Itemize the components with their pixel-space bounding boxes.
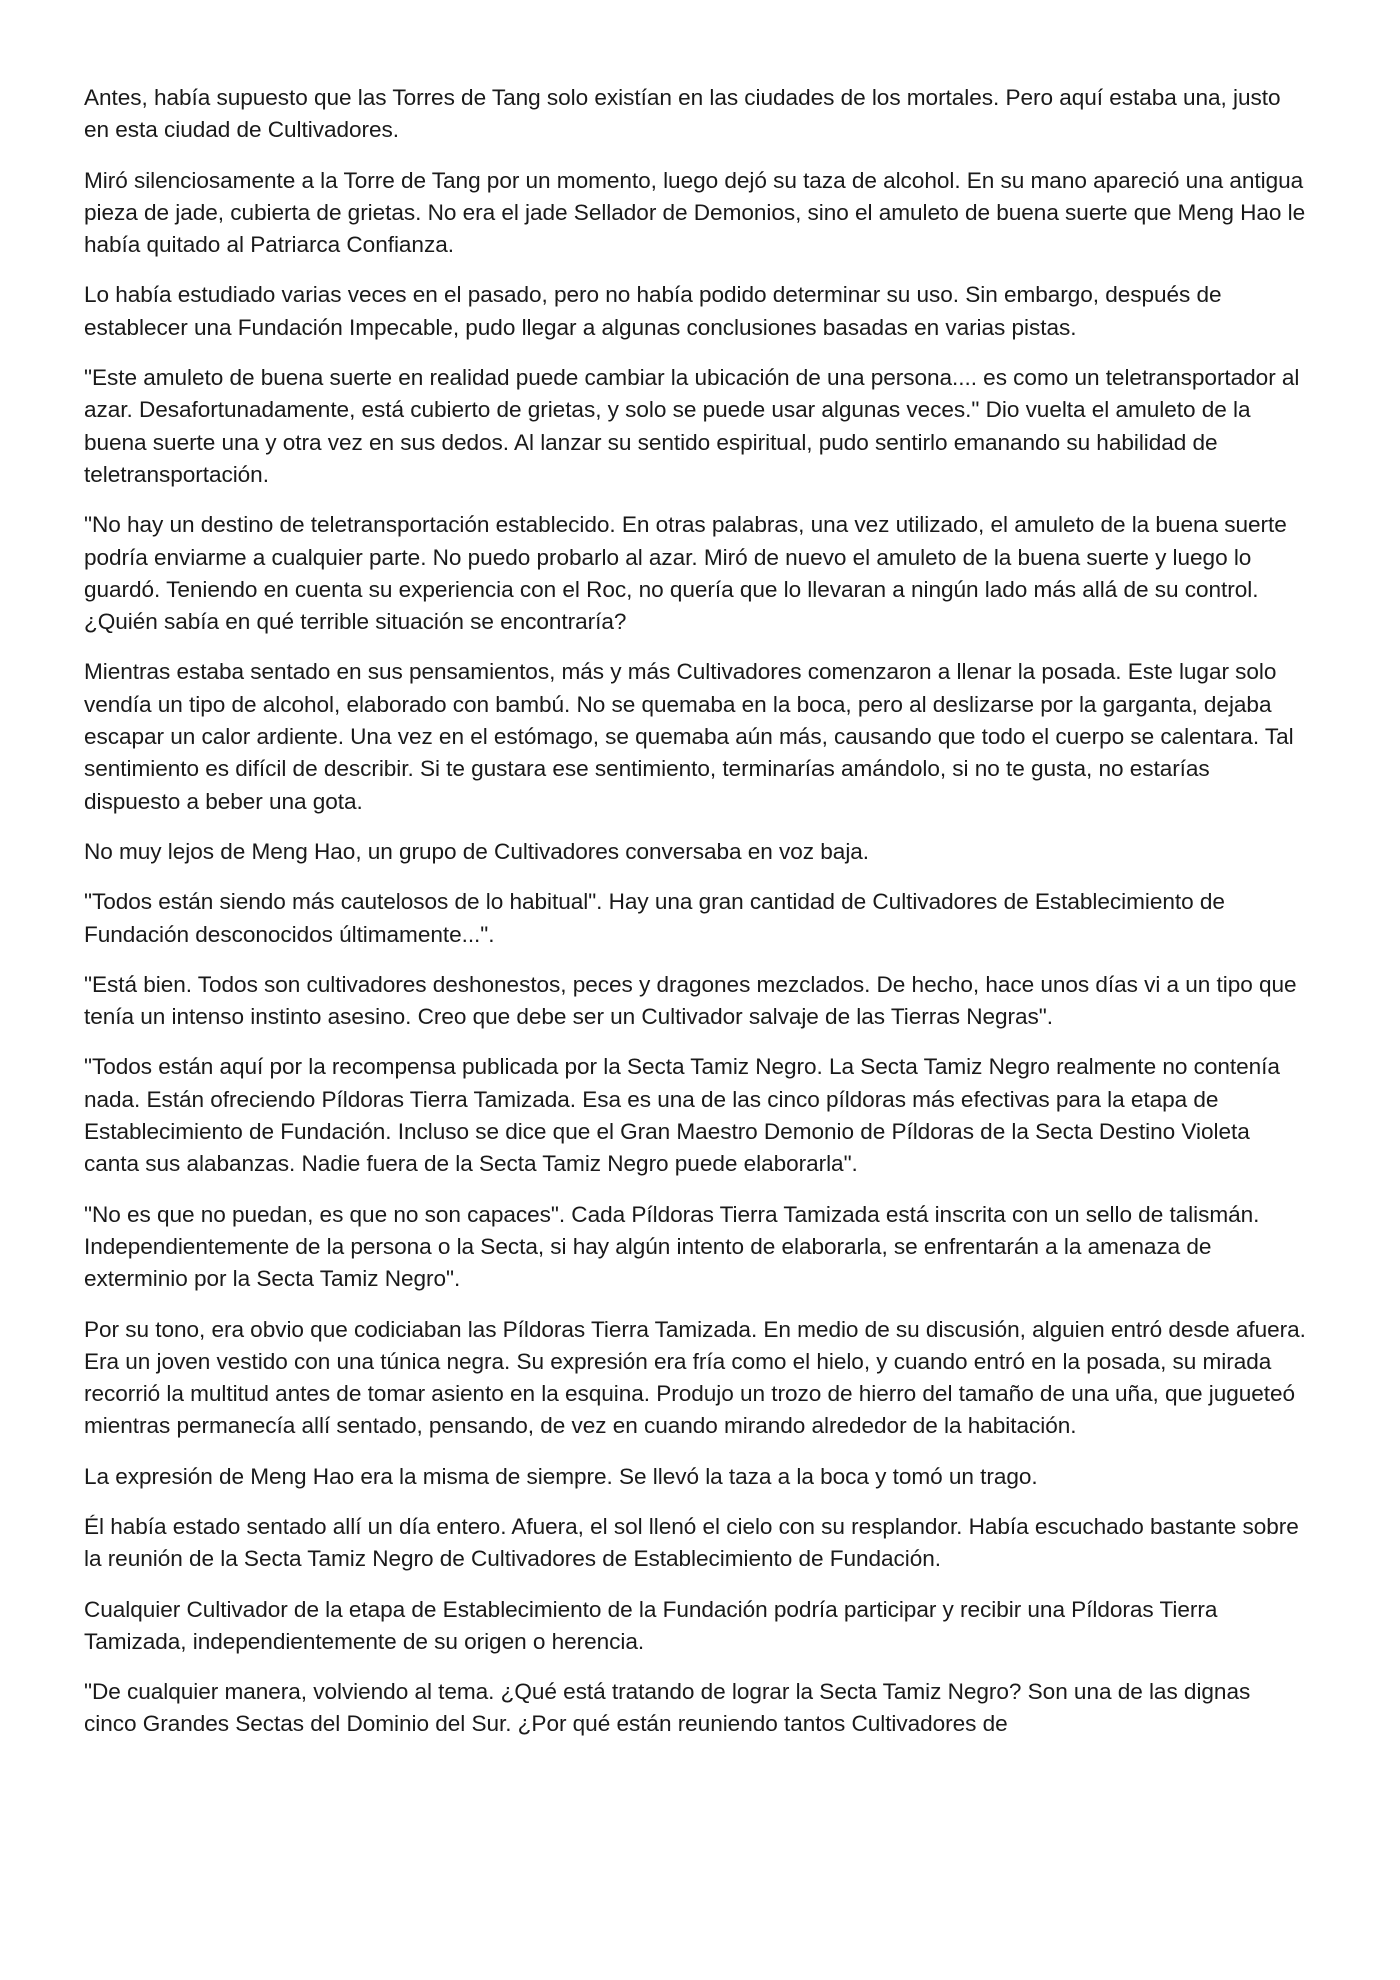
paragraph: "Todos están aquí por la recompensa publicada por la Secta Tamiz Negro. La Secta Tamiz Negro realmente no contenía nada. Están ofreciendo Píldoras Tierra Tamizada. Esa es una de las cinco píldoras más efectivas para la etapa de Establecimiento de Fundación. Incluso se dice que el Gran Maestro Demonio de Píldoras de la Secta Destino Violeta canta sus alabanzas. Nadie fuera de la Secta Tamiz Negro puede elaborarla".	[84, 1054, 1280, 1177]
paragraph: Antes, había supuesto que las Torres de Tang solo existían en las ciudades de los mortales. Pero aquí estaba una, justo en esta ciudad de Cultivadores.	[84, 85, 1281, 143]
paragraph: Él había estado sentado allí un día entero. Afuera, el sol llenó el cielo con su resplandor. Había escuchado bastante sobre la reunión de la Secta Tamiz Negro de Cultivadores de Establecimiento de Fundación.	[84, 1513, 1299, 1572]
paragraph: Mientras estaba sentado en sus pensamientos, más y más Cultivadores comenzaron a llenar la posada. Este lugar solo vendía un tipo de alcohol, elaborado con bambú. No se quemaba en la boca, pero al deslizarse por la garganta, dejaba escapar un calor ardiente. Una vez en el estómago, se quemaba aún más, causando que todo el cuerpo se calentara. Tal sentimiento es difícil de describir. Si te gustara ese sentimiento, terminarías amándolo, si no te gusta, no estarías dispuesto a beber una gota.	[84, 659, 1294, 814]
paragraph: "De cualquier manera, volviendo al tema. ¿Qué está tratando de lograr la Secta Tamiz Negro? Son una de las dignas cinco Grandes Sectas del Dominio del Sur. ¿Por qué están reuniendo tantos Cultivadores de	[84, 1679, 1251, 1737]
paragraph: Miró silenciosamente a la Torre de Tang por un momento, luego dejó su taza de alcohol. En su mano apareció una antigua pieza de jade, cubierta de grietas. No era el jade Sellador de Demonios, sino el amuleto de buena suerte que Meng Hao le había quitado al Patriarca Confianza.	[84, 167, 1306, 258]
paragraph: Lo había estudiado varias veces en el pasado, pero no había podido determinar su uso. Sin embargo, después de establecer una Fundación Impecable, pudo llegar a algunas conclusiones basadas en varias pistas.	[84, 282, 1222, 340]
paragraph: Cualquier Cultivador de la etapa de Establecimiento de la Fundación podría participar y recibir una Píldoras Tierra Tamizada, independientemente de su origen o herencia.	[84, 1596, 1218, 1654]
document-body	[84, 82, 1308, 1741]
paragraph: "No es que no puedan, es que no son capaces". Cada Píldoras Tierra Tamizada está inscrita con un sello de talismán. Independientemente de la persona o la Secta, si hay algún intento de elaborarla, se enfrentarán a la amenaza de exterminio por la Secta Tamiz Negro".	[84, 1201, 1260, 1292]
paragraph: La expresión de Meng Hao era la misma de siempre. Se llevó la taza a la boca y tomó un trago.	[84, 1463, 1038, 1489]
paragraph: "Todos están siendo más cautelosos de lo habitual". Hay una gran cantidad de Cultivadores de Establecimiento de Fundación desconocidos últimamente...".	[84, 889, 1225, 947]
paragraph: "Está bien. Todos son cultivadores deshonestos, peces y dragones mezclados. De hecho, hace unos días vi a un tipo que tenía un intenso instinto asesino. Creo que debe ser un Cultivador salvaje de las Tierras Negras".	[84, 971, 1297, 1030]
paragraph: "Este amuleto de buena suerte en realidad puede cambiar la ubicación de una persona.... es como un teletransportador al azar. Desafortunadamente, está cubierto de grietas, y solo se puede usar algunas veces." Dio vuelta el amuleto de la buena suerte una y otra vez en sus dedos. Al lanzar su sentido espiritual, pudo sentirlo emanando su habilidad de teletransportación.	[84, 365, 1300, 487]
paragraph: "No hay un destino de teletransportación establecido. En otras palabras, una vez utilizado, el amuleto de la buena suerte podría enviarme a cualquier parte. No puedo probarlo al azar. Miró de nuevo el amuleto de la buena suerte y luego lo guardó. Teniendo en cuenta su experiencia con el Roc, no quería que lo llevaran a ningún lado más allá de su control. ¿Quién sabía en qué terrible situación se encontraría?	[84, 512, 1287, 635]
paragraph: Por su tono, era obvio que codiciaban las Píldoras Tierra Tamizada. En medio de su discusión, alguien entró desde afuera. Era un joven vestido con una túnica negra. Su expresión era fría como el hielo, y cuando entró en la posada, su mirada recorrió la multitud antes de tomar asiento en la esquina. Produjo un trozo de hierro del tamaño de una uña, que jugueteó mientras permanecía allí sentado, pensando, de vez en cuando mirando alrededor de la habitación.	[84, 1316, 1306, 1439]
paragraph: No muy lejos de Meng Hao, un grupo de Cultivadores conversaba en voz baja.	[84, 838, 870, 864]
